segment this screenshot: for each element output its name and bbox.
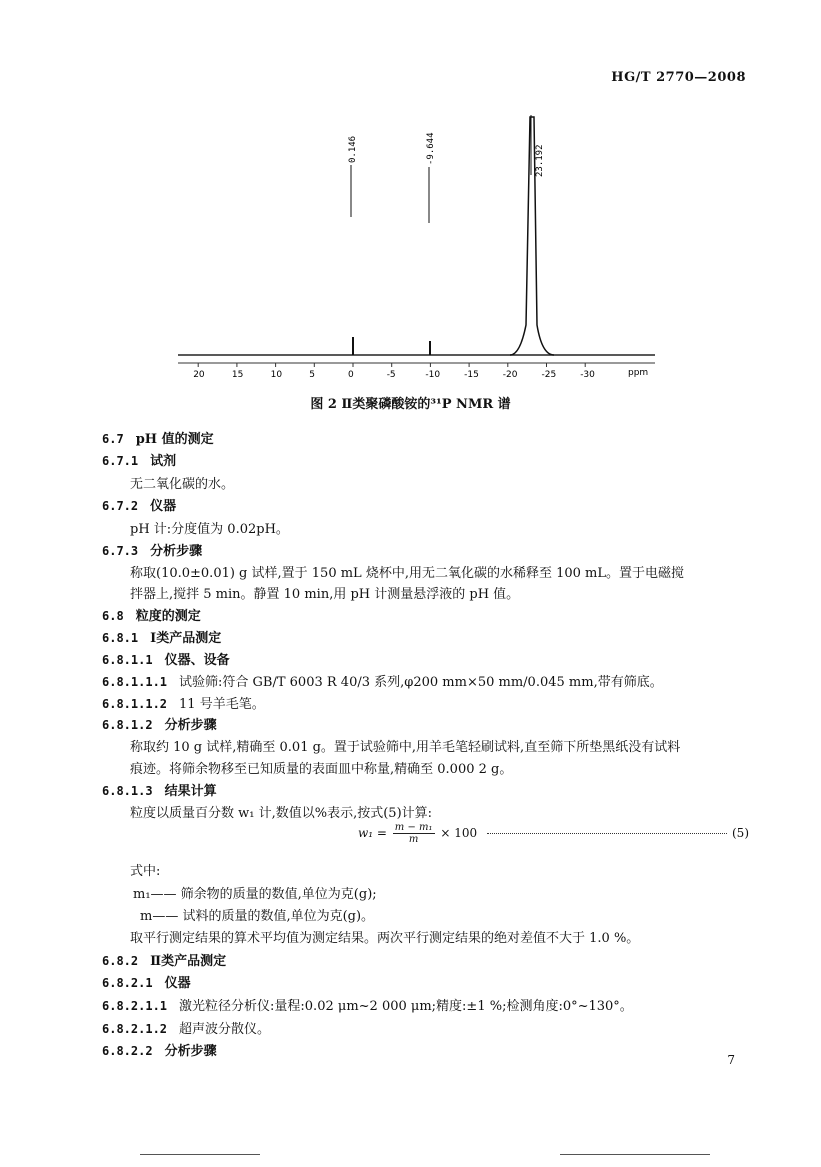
post-formula-line [140,905,374,924]
x-tick-label: -15 [464,370,479,380]
section-number: 6.8.2 [102,954,139,968]
paragraph-text: 无二氧化碳的水。 [130,477,235,492]
section-title: 仪器、设备 [164,653,230,668]
paragraph-text: m₁—— 筛余物的质量的数值,单位为克(g); [133,887,377,902]
section-line [102,428,214,447]
section-number: 6.8.1 [102,631,139,645]
section-line [102,649,230,668]
nmr-spectrum-chart [170,105,670,385]
section-number: 6.8.2.1.2 [102,1022,168,1036]
section-title: 试剂 [150,454,177,469]
standard-number: HG/T 2770—2008 [611,70,746,85]
paragraph-text: 式中: [130,864,161,879]
post-formula-line [102,950,226,969]
footer-rule-right [560,1154,710,1155]
section-line [102,495,176,514]
section-line [130,518,289,537]
x-tick-label: -25 [541,370,557,380]
section-line [102,605,201,624]
paragraph-text: 试验筛:符合 GB/T 6003 R 40/3 系列,φ200 mm×50 mm/0.045 mm,带有筛底。 [179,675,663,690]
section-line [130,473,234,492]
section-line [130,583,519,602]
x-tick-label: -10 [425,370,441,380]
x-tick-label: 10 [270,370,283,380]
section-title: 分析步骤 [164,718,217,733]
peak-label-9644: -9.644 [426,132,436,165]
section-line [102,780,217,799]
x-tick-label: 0 [348,370,354,380]
section-title: Ⅱ类产品测定 [150,954,227,969]
nmr-spectrum-figure [170,105,670,385]
paragraph-text: 超声波分散仪。 [179,1022,271,1037]
post-formula-line [102,972,191,991]
section-number: 6.7.2 [102,499,139,513]
section-line [102,693,265,712]
section-line [130,802,432,821]
section-number: 6.7.1 [102,454,139,468]
post-formula-line [102,1040,217,1059]
section-line [130,736,680,755]
section-title: 分析步骤 [164,1044,217,1059]
section-line [102,540,202,559]
formula-leader-dots [487,833,727,834]
peak-label-23192: 23.192 [535,144,545,177]
section-line [102,714,217,733]
post-formula-line [130,860,160,879]
section-title: Ⅰ类产品测定 [150,631,222,646]
section-number: 6.8.1.1 [102,653,153,667]
formula-fraction [393,822,435,845]
section-line [102,450,176,469]
section-title: 粒度的测定 [135,609,201,624]
section-number: 6.8.1.1.2 [102,697,168,711]
formula-lhs: w₁ = [358,826,387,840]
paragraph-text: 称取约 10 g 试样,精确至 0.01 g。置于试验筛中,用羊毛笔轻刷试料,直至筛下所垫黑纸没有试料 [130,740,681,755]
page-number: 7 [727,1053,735,1067]
x-tick-label: 15 [231,370,244,380]
formula-denominator: m [408,834,419,845]
formula-rhs: × 100 [440,826,478,840]
section-line [102,627,221,646]
x-axis-ticks [193,363,595,380]
section-number: 6.8.2.1 [102,976,153,990]
section-number: 6.8.1.2 [102,718,153,732]
formula-5 [358,822,733,845]
section-title: 仪器 [150,499,177,514]
post-formula-line [102,995,633,1014]
paragraph-text: 取平行测定结果的算术平均值为测定结果。两次平行测定结果的绝对差值不大于 1.0 %。 [130,931,640,946]
paragraph-text: 称取(10.0±0.01) g 试样,置于 150 mL 烧杯中,用无二氧化碳的水稀释至 100 mL。置于电磁搅 [130,566,684,581]
paragraph-text: 痕迹。将筛余物移至已知质量的表面皿中称量,精确至 0.000 2 g。 [130,762,513,777]
section-title: 结果计算 [164,784,217,799]
post-formula-line [102,1018,270,1037]
x-tick-label: -30 [580,370,595,380]
section-title: 分析步骤 [150,544,203,559]
section-title: pH 值的测定 [135,432,214,447]
post-formula-line [133,883,377,902]
section-number: 6.8 [102,609,124,623]
paragraph-text: 粒度以质量百分数 w₁ 计,数值以%表示,按式(5)计算: [130,806,433,821]
paragraph-text: 11 号羊毛笔。 [179,697,265,712]
section-line [130,758,512,777]
section-number: 6.8.2.2 [102,1044,153,1058]
peak-23192 [510,117,554,355]
section-number: 6.7.3 [102,544,139,558]
section-number: 6.7 [102,432,124,446]
paragraph-text: 激光粒径分析仪:量程:0.02 μm~2 000 μm;精度:±1 %;检测角度:0°~130°。 [179,999,633,1014]
footer-rule-left [140,1154,260,1155]
section-number: 6.8.1.1.1 [102,675,168,689]
section-title: 仪器 [164,976,191,991]
equation-number: (5) [732,826,749,840]
peak-label-0146: 0.146 [348,135,358,163]
paragraph-text: 拌器上,搅拌 5 min。静置 10 min,用 pH 计测量悬浮液的 pH 值。 [130,587,520,602]
paragraph-text: m—— 试料的质量的数值,单位为克(g)。 [140,909,375,924]
x-tick-label: 5 [309,370,316,380]
section-line [102,671,663,690]
section-number: 6.8.2.1.1 [102,999,168,1013]
paragraph-text: pH 计:分度值为 0.02pH。 [130,522,289,537]
x-tick-label: -20 [502,370,518,380]
formula-numerator: m − m₁ [394,822,433,833]
axis-unit-label: ppm [628,368,649,378]
section-line [130,562,684,581]
post-formula-line [130,927,639,946]
x-tick-label: 20 [193,370,205,380]
x-tick-label: -5 [386,370,396,380]
section-number: 6.8.1.3 [102,784,153,798]
figure-caption: 图 2 Ⅱ类聚磷酸铵的³¹P NMR 谱 [310,397,511,412]
